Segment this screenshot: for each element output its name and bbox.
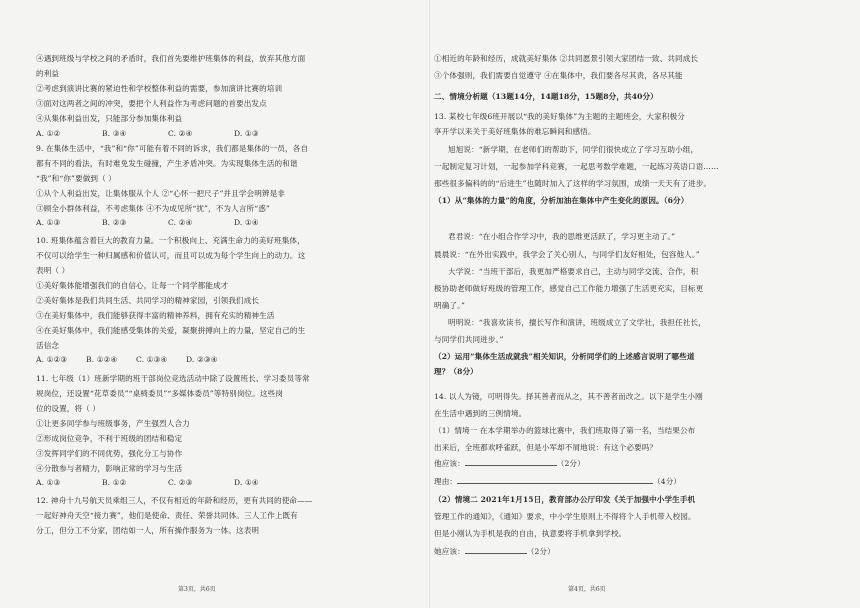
text-line: 旭旭说：“新学期，在老师们的帮助下，同学们很快成立了学习互助小组，	[448, 145, 699, 154]
score-label: （2分）	[556, 459, 585, 468]
question-14: 14. 以人为镜，可明得失。择其善者而从之，其不善者而改之。以下是学生小刚	[434, 392, 703, 401]
question-9: 9. 在集体生活中，“我”和“你”可能有着不同的诉求，我们都是集体的一员，各自	[36, 144, 309, 153]
text-line: 的利益	[36, 69, 60, 78]
text-line: 表明（ ）	[36, 266, 70, 275]
text-line: 位的设置，将（ ）	[36, 404, 101, 413]
option-b: B. ②③	[102, 218, 127, 227]
page-number: 第3页，共6页	[178, 586, 216, 593]
text-line: 晨晨说：“在外出实践中，我学会了关心别人，与同学们友好相处，包容他人。”	[434, 250, 700, 259]
text-line: ①从个人利益出发，让集体服从个人 ②“心怀一把尺子”并且学会明辨是非	[36, 189, 285, 198]
question-13-2: （2）运用“集体生活成就我”相关知识，分析同学们的上述感言说明了哪些道	[434, 352, 695, 361]
text-line: 活信念	[36, 341, 60, 350]
text-line: 明确了。”	[434, 301, 465, 310]
text-line: ②形成岗位竞争，不利于班级的团结和稳定	[36, 434, 183, 443]
option-a: A. ①②③	[36, 355, 68, 364]
answer-options-q8	[36, 129, 259, 138]
option-d: D. ②③④	[186, 355, 218, 364]
text-line: 明明说：“我喜欢读书，擅长写作和演讲，班级成立了文学社，我担任社长，	[448, 318, 706, 327]
section-heading: 二、情境分析题（13题14分，14题18分，15题8分，共40分）	[434, 92, 658, 101]
text-line: ④分散参与者精力，影响正常的学习与生活	[36, 464, 183, 473]
option-a: A. ①③	[36, 218, 61, 227]
text-line: ①相近的年龄和经历，成就美好集体 ②共同愿景引领大家团结一致、共同成长	[434, 54, 699, 63]
text-line: 出来后，全班都欢呼雀跃，但是小军却不屑地说：有这个必要吗？	[434, 443, 658, 452]
question-13: 13. 某校七年级6班开展以“我的美好集体”为主题的主题班会，大家积极分	[434, 112, 685, 121]
exam-page-4	[430, 0, 860, 608]
text-line: 规岗位，还设置“花草委员”“桌椅委员”“多媒体委员”等特别岗位。这些岗	[36, 389, 284, 398]
answer-line-reason: 理由： （4分）	[434, 477, 682, 486]
text-line: 在生活中遇到的三例情境。	[434, 409, 527, 418]
text-line: 君君说：“在小组合作学习中，我的思维更活跃了，学习更主动了。”	[448, 232, 676, 241]
text-line: 管理工作的通知》，《通知》要求，中小学生原则上不得将个人手机带入校园。	[434, 512, 696, 521]
option-b: B. ①②④	[86, 355, 118, 364]
option-d: D. ①③	[234, 129, 259, 138]
answer-blank[interactable]	[465, 458, 557, 466]
option-c: C. ①③④	[136, 355, 168, 364]
text-line: 与同学们共同进步。”	[434, 335, 504, 344]
answer-options-q10	[36, 355, 218, 364]
text-line: 一起好神舟天空“接力赛”，他们是使命、责任、荣誉共同体。三人工作上既有	[36, 511, 298, 520]
text-line: 享开学以来关于美好班集体的难忘瞬间和感悟。	[434, 127, 596, 136]
text-line: 理？（8分）	[434, 367, 478, 376]
text-line: ④在美好集体中，我们能感受集体的关爱，凝聚拼搏向上的力量，坚定自己的生	[36, 326, 306, 335]
option-c: C. ②③	[168, 478, 193, 487]
page-number: 第4页，共6页	[568, 586, 606, 593]
text-line: （1）情境一 在本学期举办的篮球比赛中，我们班取得了第一名，当结果公布	[434, 426, 696, 435]
text-line: ③发挥同学们的不同优势，强化分工与协作	[36, 449, 183, 458]
answer-options-q11	[36, 478, 259, 487]
text-line: ④从集体利益出发，只能部分参加集体利益	[36, 114, 183, 123]
option-b: B. ③④	[102, 129, 127, 138]
answer-options-q9	[36, 218, 259, 227]
question-10: 10. 班集体蕴含着巨大的教育力量。一个积极向上、充满生命力的美好班集体，	[36, 236, 305, 245]
option-c: C. ②④	[168, 218, 193, 227]
option-b: B. ①②	[102, 478, 127, 487]
text-line: 都有不同的看法，有时难免发生碰撞，产生矛盾冲突。为实现集体生活的和谐	[36, 159, 298, 168]
text-line: “我”和“你”要做到（ ）	[36, 174, 116, 183]
question-11: 11. 七年级（1）班新学期的班干部岗位竞选活动中除了设置班长、学习委员等常	[36, 374, 310, 383]
score-label: （4分）	[653, 477, 682, 486]
score-label: （2分）	[526, 547, 555, 556]
option-c: C. ②④	[168, 129, 193, 138]
answer-line-should-2: 她应该： （2分）	[434, 547, 555, 556]
option-d: D. ①④	[234, 218, 259, 227]
text-line: ②美好集体是我们共同生活、共同学习的精神家园，引领我们成长	[36, 296, 260, 305]
text-line: ③在美好集体中，我们能够获得丰富的精神养料，拥有充实的精神生活	[36, 311, 275, 320]
question-13-1: （1）从“集体的力量”的角度，分析加油在集体中产生变化的原因。（6分）	[434, 196, 689, 205]
text-line: 分工，但分工不分家，团结如一人，所有操作服务为一体。这表明	[36, 526, 260, 535]
text-line: ②考虑到演讲比赛的紧迫性和学校整体利益的需要，参加演讲比赛的培训	[36, 84, 283, 93]
option-d: D. ①④	[234, 478, 259, 487]
option-a: A. ①③	[36, 478, 61, 487]
answer-line-should: 他应该： （2分）	[434, 459, 585, 468]
text-line: ①让更多同学参与班级事务，产生强烈人合力	[36, 419, 190, 428]
text-line: 不仅可以给学生一种归属感和价值认可，而且可以成为每个学生向上的动力。这	[36, 251, 306, 260]
text-line: ③面对这两者之间的冲突，要把个人利益作为考虑问题的首要出发点	[36, 99, 267, 108]
option-a: A. ①②	[36, 129, 61, 138]
answer-blank[interactable]	[457, 476, 653, 484]
text-line: 一起制定复习计划，一起参加学科竞赛，一起思考数学难题，一起练习英语口语……	[434, 162, 719, 171]
text-line: ③个体强则，我们需要自觉遵守 ④在集体中，我们要各尽其责，各尽其能	[434, 71, 683, 80]
text-line: 大学说：“当班干部后，我更加严格要求自己，主动与同学交流、合作，积	[448, 267, 699, 276]
answer-blank[interactable]	[465, 546, 527, 554]
text-line: ③顾全小群体利益，不考虑集体 ④不为成见所“扰”，不为人言所“惑”	[36, 204, 270, 213]
text-line: 极协助老师做好班级的管理工作，感觉自己工作能力增强了生活更充实，目标更	[434, 284, 704, 293]
question-14-2: （2）情境二 2021年1月15日，教育部办公厅印发《关于加强中小学生手机	[434, 495, 696, 504]
question-12: 12. 神舟十九号航天员乘组三人，不仅有相近的年龄和经历，更有共同的使命——	[36, 496, 313, 505]
text-line: 但是小刚认为手机是我的自由，执意要将手机拿到学校。	[434, 529, 627, 538]
text-line: ④遇到班级与学校之间的矛盾时，我们首先要维护班集体的利益，放弃其他方面	[36, 54, 306, 63]
text-line: 那些很多偏科的的“后进生”也随时加入了这样的学习氛围，成绩一天天有了进步。	[434, 179, 712, 188]
text-line: ①美好集体能增强我们的自信心，让每一个同学都能成才	[36, 281, 229, 290]
